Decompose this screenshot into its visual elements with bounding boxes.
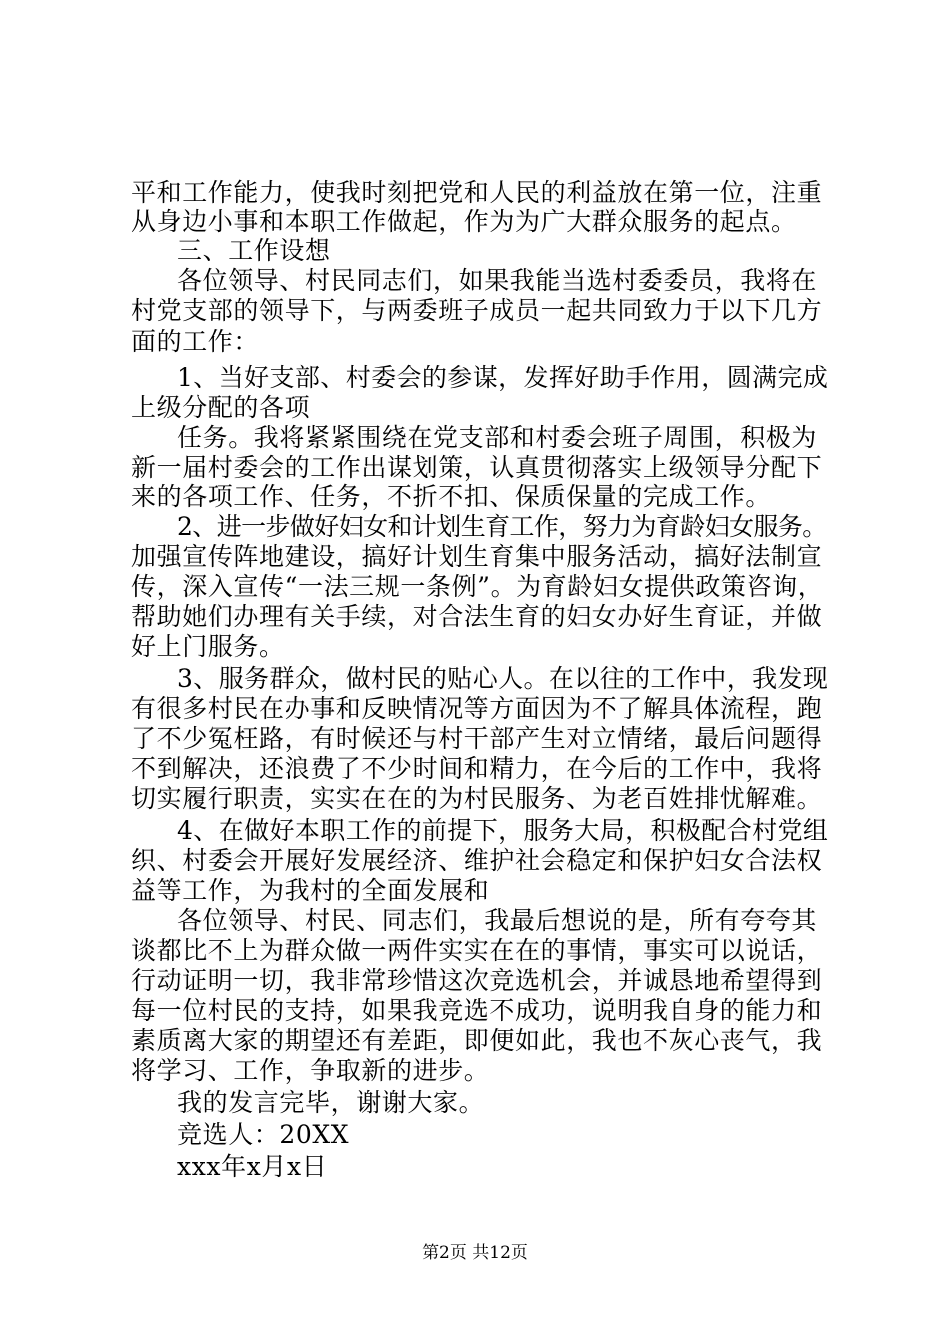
text-line: 传，深入宣传“一法三规一条例”。为育龄妇女提供政策咨询， <box>131 572 824 601</box>
text-line: 了不少冤枉路，有时候还与村干部产生对立情绪，最后问题得 <box>131 724 823 753</box>
text-line: 帮助她们办理有关手续，对合法生育的妇女办好生育证，并做 <box>131 602 823 631</box>
closing-line: 我的发言完毕，谢谢大家。 <box>177 1088 485 1117</box>
text-line: 不到解决，还浪费了不少时间和精力，在今后的工作中，我将 <box>131 754 823 783</box>
date-line: xxx年x月x日 <box>177 1152 328 1181</box>
text-line: 益等工作，为我村的全面发展和 <box>131 876 490 905</box>
text-line: 从身边小事和本职工作做起，作为为广大群众服务的起点。 <box>131 207 797 236</box>
section-heading: 三、工作设想 <box>177 236 331 265</box>
text-line: 好上门服务。 <box>131 632 285 661</box>
text-line: 行动证明一切，我非常珍惜这次竞选机会，并诚恳地希望得到 <box>131 966 823 995</box>
page-number-footer: 第2页 共12页 <box>422 1243 528 1263</box>
text-line: 任务。我将紧紧围绕在党支部和村委会班子周围，积极为 <box>177 423 818 452</box>
text-line: 每一位村民的支持，如果我竞选不成功，说明我自身的能力和 <box>131 996 823 1025</box>
text-line: 素质离大家的期望还有差距，即便如此，我也不灰心丧气，我 <box>131 1026 823 1055</box>
signature-line: 竞选人：20XX <box>177 1120 350 1149</box>
text-line: 谈都比不上为群众做一两件实实在在的事情，事实可以说话， <box>131 936 823 965</box>
text-line: 有很多村民在办事和反映情况等方面因为不了解具体流程，跑 <box>131 694 823 723</box>
text-line: 新一届村委会的工作出谋划策，认真贯彻落实上级领导分配下 <box>131 453 823 482</box>
text-line: 织、村委会开展好发展经济、维护社会稳定和保护妇女合法权 <box>131 846 823 875</box>
text-line: 面的工作： <box>131 327 260 356</box>
text-line: 1、当好支部、村委会的参谋，发挥好助手作用，圆满完成 <box>177 363 829 392</box>
text-line: 上级分配的各项 <box>131 393 311 422</box>
text-line: 村党支部的领导下，与两委班子成员一起共同致力于以下几方 <box>131 296 823 325</box>
text-line: 平和工作能力，使我时刻把党和人民的利益放在第一位，注重 <box>131 178 823 207</box>
text-line: 各位领导、村民、同志们，我最后想说的是，所有夸夸其 <box>177 906 818 935</box>
text-line: 切实履行职责，实实在在的为村民服务、为老百姓排忧解难。 <box>131 784 823 813</box>
text-line: 将学习、工作，争取新的进步。 <box>131 1056 490 1085</box>
text-line: 2、进一步做好妇女和计划生育工作，努力为育龄妇女服务。 <box>177 512 827 541</box>
text-line: 3、服务群众，做村民的贴心人。在以往的工作中，我发现 <box>177 664 829 693</box>
text-line: 来的各项工作、任务，不折不扣、保质保量的完成工作。 <box>131 482 772 511</box>
text-line: 各位领导、村民同志们，如果我能当选村委委员，我将在 <box>177 266 818 295</box>
text-line: 4、在做好本职工作的前提下，服务大局，积极配合村党组 <box>177 816 829 845</box>
text-line: 加强宣传阵地建设，搞好计划生育集中服务活动，搞好法制宣 <box>131 542 823 571</box>
